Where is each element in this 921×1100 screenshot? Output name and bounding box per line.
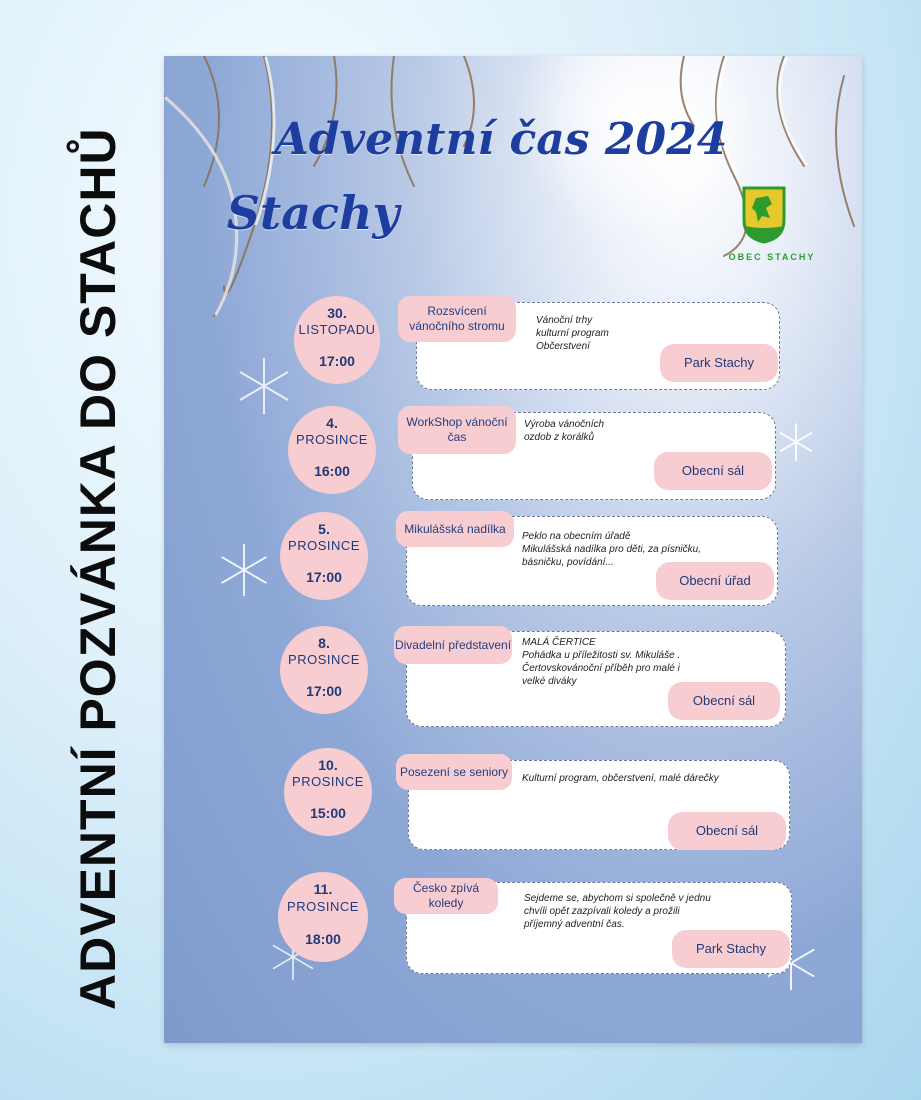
event-date-badge (278, 872, 368, 962)
logo-label: OBEC STACHY (728, 252, 816, 262)
event-title: Posezení se seniory (396, 754, 512, 790)
event-description-line: chvíli opět zazpívali koledy a prožili (524, 906, 680, 917)
event-date-badge (280, 626, 368, 714)
event-description-line: Mikulášská nadílka pro děti, za písničku, (522, 544, 701, 555)
event-time: 17:00 (306, 683, 342, 700)
event-description-line: ozdob z korálků (524, 432, 595, 443)
event-day: 11. (313, 881, 333, 897)
event-description-line: básničku, povídání... (522, 557, 614, 568)
event-place: Obecní sál (668, 682, 780, 720)
event-time: 17:00 (319, 353, 355, 370)
event-month: PROSINCE (288, 538, 360, 554)
event-day: 5. (318, 520, 330, 537)
event-description-line: Čertovskovánoční příběh pro malé i (522, 663, 680, 674)
event-description (524, 418, 604, 444)
snowflake-icon (216, 542, 272, 598)
event-description-line: Peklo na obecním úřadě (522, 531, 631, 542)
event-time: 16:00 (314, 463, 350, 480)
event-description (522, 772, 719, 785)
event-day: 4. (326, 414, 338, 431)
event-title: WorkShop vánoční čas (398, 406, 516, 454)
event-description-line: MALÁ ČERTICE (522, 637, 596, 648)
event-description-line: Vánoční trhy (536, 315, 593, 326)
event-time: 17:00 (306, 569, 342, 586)
event-day: 8. (318, 634, 330, 651)
event-description (536, 314, 609, 353)
event-place: Obecní sál (654, 452, 772, 490)
event-month: PROSINCE (287, 899, 359, 914)
event-date-badge (294, 296, 380, 384)
event-description-line: Sejdeme se, abychom si společně v jednu (524, 893, 711, 904)
event-description-line: kulturní program (536, 328, 609, 339)
event-description-line: Výroba vánočních (524, 419, 605, 430)
event-date-badge (284, 748, 372, 836)
event-month: PROSINCE (296, 432, 368, 448)
event-description (522, 636, 680, 688)
event-day: 10. (318, 756, 338, 773)
headline-town: Stachy (226, 186, 400, 240)
event-description-line: Občerstvení (536, 341, 590, 352)
event-date-badge (288, 406, 376, 494)
poster (164, 56, 862, 1043)
event-place: Park Stachy (672, 930, 790, 968)
event-title: Česko zpívá koledy (394, 878, 498, 914)
event-description (524, 892, 711, 931)
event-day: 30. (327, 304, 347, 321)
event-date-badge (280, 512, 368, 600)
event-title: Rozsvícení vánočního stromu (398, 296, 516, 342)
event-description-line: příjemný adventní čas. (524, 919, 625, 930)
event-month: LISTOPADU (298, 322, 376, 338)
event-month: PROSINCE (292, 774, 364, 790)
snowflake-icon (234, 356, 294, 416)
event-time: 18:00 (305, 930, 341, 947)
event-time: 15:00 (310, 805, 346, 822)
event-title: Divadelní představení (394, 626, 512, 664)
event-title: Mikulášská nadílka (396, 511, 514, 547)
event-place: Park Stachy (660, 344, 778, 382)
event-description-line: Pohádka u příležitosti sv. Mikuláše . (522, 650, 681, 661)
event-month: PROSINCE (288, 652, 360, 668)
coat-of-arms-icon (742, 186, 786, 244)
headline-title: Adventní čas 2024 (274, 114, 728, 165)
event-place: Obecní úřad (656, 562, 774, 600)
event-description-line: velké diváky (522, 676, 577, 687)
event-description-line: Kulturní program, občerstvení, malé dárečky (522, 773, 719, 784)
event-place: Obecní sál (668, 812, 786, 850)
side-title: ADVENTNÍ POZVÁNKA DO STACHŮ (70, 127, 126, 1010)
snowflake-icon (776, 422, 816, 462)
